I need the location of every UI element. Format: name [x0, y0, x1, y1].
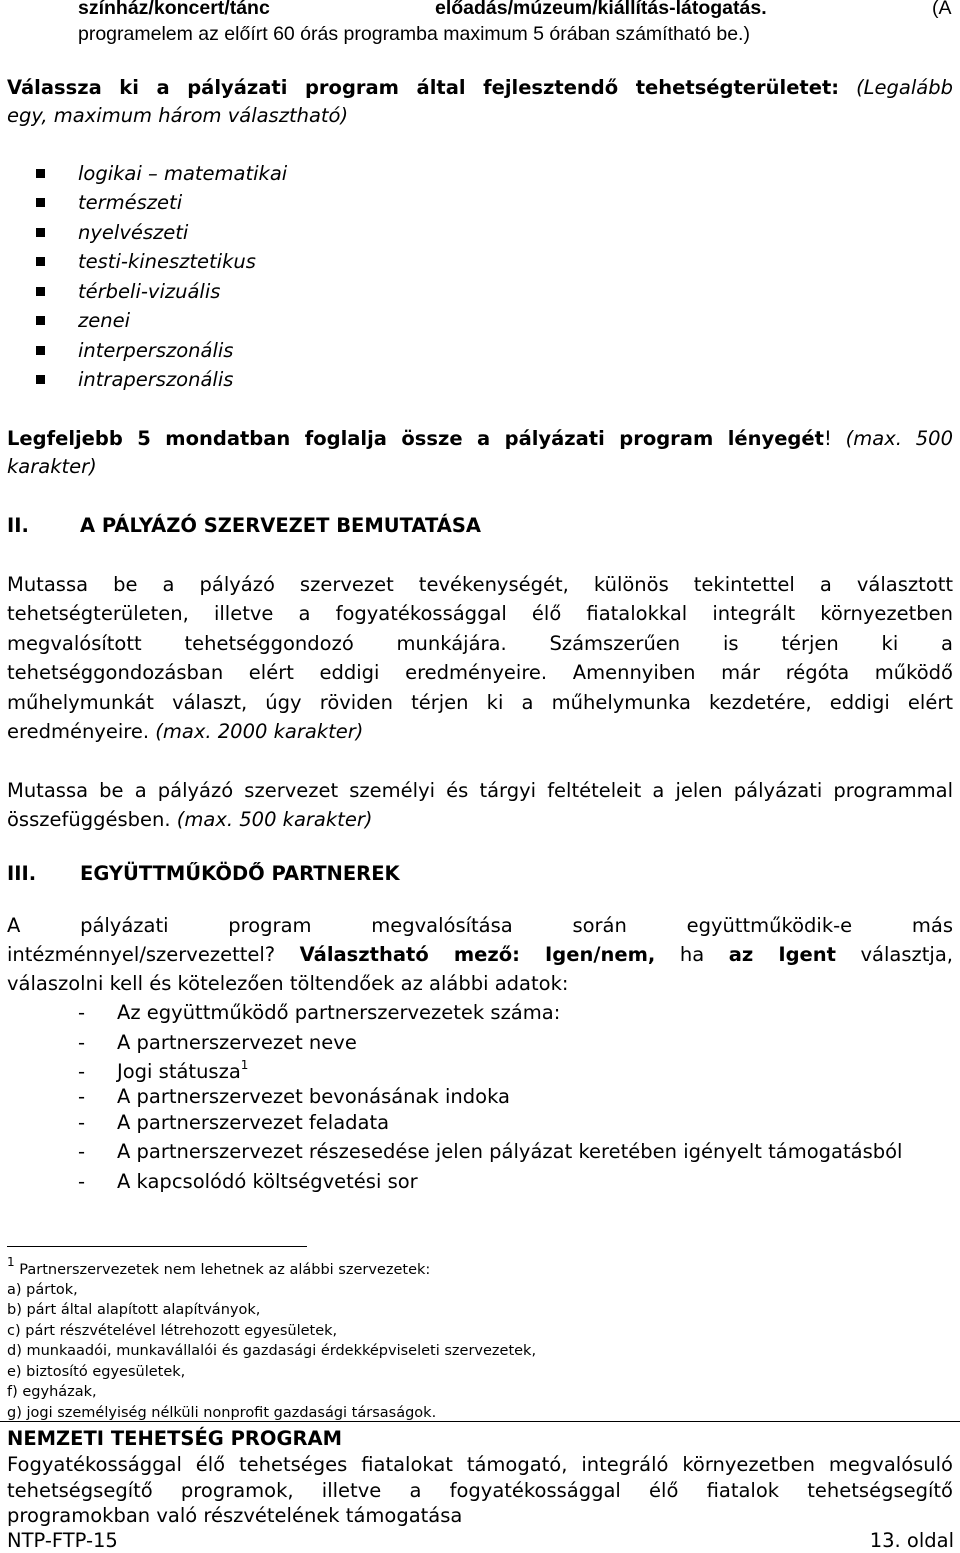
list-item: logikai – matematikai: [78, 162, 288, 185]
summary-bold: Legfeljebb 5 mondatban foglalja össze a pályázati program lényegét: [7, 427, 824, 450]
footer-desc-line3: programokban való részvételének támogatása: [7, 1504, 463, 1527]
list-item: [117, 1057, 249, 1084]
list-item: nyelvészeti: [78, 221, 189, 244]
footnote-line: d) munkaadói, munkavállalói és gazdasági érdekképviseleti szervezetek,: [7, 1343, 537, 1359]
section3-choice-field: Választható mező: Igen/nem,: [299, 943, 656, 966]
bullet-icon: [36, 316, 45, 325]
footnote-line: e) biztosító egyesületek,: [7, 1364, 186, 1380]
section2-p1-line: megvalósított tehetséggondozó munkájára. Számszerűen is térjen ki a: [7, 632, 953, 655]
footnote-ref[interactable]: 1: [240, 1057, 249, 1072]
section3-number: III.: [7, 862, 37, 885]
list-item: térbeli-vizuális: [78, 280, 221, 303]
section3-p-line1: A pályázati program megvalósítása során együttműködik-e más: [7, 914, 953, 937]
top-line2: programelem az előírt 60 órás programba maximum 5 órában számítható be.): [78, 23, 750, 45]
section2-p1-limit: (max. 2000 karakter): [155, 720, 364, 743]
list-item-text: Jogi státusza: [117, 1060, 241, 1083]
footnote-text: Partnerszervezetek nem lehetnek az alábbi szervezetek:: [19, 1262, 431, 1278]
section2-p1-line: Mutassa be a pályázó szervezet tevékenységét, különös tekintettel a választott: [7, 573, 953, 596]
section2-p1-line: műhelymunkát választ, úgy röviden térjen ki a műhelymunka kezdetére, eddigi elért: [7, 691, 953, 714]
summary-italic-b: karakter): [7, 455, 97, 478]
footer-code: NTP-FTP-15: [7, 1529, 118, 1552]
list-item: testi-kinesztetikus: [78, 250, 256, 273]
dash-marker: -: [78, 1170, 86, 1193]
footer-program: NEMZETI TEHETSÉG PROGRAM: [7, 1427, 342, 1450]
section3-p-line2: [7, 943, 953, 967]
section3-title: EGYÜTTMŰKÖDŐ PARTNEREK: [80, 862, 400, 885]
question1-italic-a: (Legalább: [856, 76, 953, 99]
footnote-line: f) egyházak,: [7, 1384, 97, 1400]
dash-marker: -: [78, 1060, 86, 1083]
section3-question: intézménnyel/szervezettel?: [7, 943, 276, 966]
footer-divider: [0, 1421, 960, 1422]
section3-p-line3: válaszolni kell és kötelezően töltendőek az alábbi adatok:: [7, 972, 569, 995]
list-item: A kapcsolódó költségvetési sor: [117, 1170, 418, 1193]
section2-p1-last: eredményeire.: [7, 720, 150, 743]
list-item: A partnerszervezet neve: [117, 1031, 357, 1054]
question1-italic-b: egy, maximum három választható): [7, 104, 349, 127]
list-item: zenei: [78, 309, 131, 332]
section2-p1-last-line: [7, 720, 363, 744]
section2-p2-limit: (max. 500 karakter): [176, 808, 373, 831]
footnote-line: a) pártok,: [7, 1282, 78, 1298]
summary-line1: [7, 427, 953, 451]
top-line1-left: színház/koncert/tánc: [78, 0, 270, 19]
summary-italic-a: (max. 500: [845, 427, 953, 450]
section3-if: ha: [679, 943, 705, 966]
section3-yes: az Igent: [728, 943, 836, 966]
section2-number: II.: [7, 514, 29, 537]
bullet-icon: [36, 169, 45, 178]
dash-marker: -: [78, 1031, 86, 1054]
bullet-icon: [36, 375, 45, 384]
list-item: A partnerszervezet részesedése jelen pályázat keretében igényelt támogatásból: [117, 1140, 903, 1163]
footer-page-number: 13. oldal: [869, 1529, 954, 1552]
question1-bold: Válassza ki a pályázati program által fejlesztendő tehetségterületet:: [7, 76, 840, 99]
bullet-icon: [36, 228, 45, 237]
top-line1-right: előadás/múzeum/kiállítás-látogatás.: [435, 0, 767, 19]
list-item: intraperszonális: [78, 368, 234, 391]
footer-desc-line2: tehetségsegítő programok, illetve a fogyatékossággal élő fiatalok tehetségsegítő: [7, 1479, 953, 1502]
question1-line1: [7, 76, 953, 100]
list-item: természeti: [78, 191, 183, 214]
section2-p2-line2: [7, 808, 372, 832]
dash-marker: -: [78, 1001, 86, 1024]
section2-p1-line: tehetségterületen, illetve a fogyatékossággal élő fiatalokkal integrált környezetben: [7, 602, 953, 625]
dash-marker: -: [78, 1085, 86, 1108]
bullet-icon: [36, 346, 45, 355]
bullet-icon: [36, 287, 45, 296]
footnote-line: g) jogi személyiség nélküli nonprofit gazdasági társaságok.: [7, 1405, 437, 1421]
dash-marker: -: [78, 1140, 86, 1163]
footer-desc-line1: Fogyatékossággal élő tehetséges fiatalokat támogató, integráló környezetben megvalósuló: [7, 1453, 953, 1476]
footnote-line: c) párt részvételével létrehozott egyesületek,: [7, 1323, 338, 1339]
section3-choose: választja,: [860, 943, 953, 966]
section2-p2-text: összefüggésben.: [7, 808, 171, 831]
section2-title: A PÁLYÁZÓ SZERVEZET BEMUTATÁSA: [80, 514, 481, 537]
footnote-line: b) párt által alapított alapítványok,: [7, 1302, 261, 1318]
list-item: A partnerszervezet bevonásának indoka: [117, 1085, 510, 1108]
top-line1-far: (A: [932, 0, 952, 19]
list-item: A partnerszervezet feladata: [117, 1111, 390, 1134]
bullet-icon: [36, 198, 45, 207]
section2-p1-line: tehetséggondozásban elért eddigi eredményeire. Amennyiben már régóta működő: [7, 661, 953, 684]
list-item: interperszonális: [78, 339, 234, 362]
section2-p2-line1: Mutassa be a pályázó szervezet személyi és tárgyi feltételeit a jelen pályázati programmal: [7, 779, 953, 802]
footnote-divider: [7, 1246, 307, 1247]
footnote-line-1: [7, 1255, 431, 1279]
summary-bang: !: [823, 427, 832, 450]
footnote-mark: 1: [7, 1255, 15, 1270]
bullet-icon: [36, 257, 45, 266]
dash-marker: -: [78, 1111, 86, 1134]
list-item: Az együttműködő partnerszervezetek száma:: [117, 1001, 561, 1024]
